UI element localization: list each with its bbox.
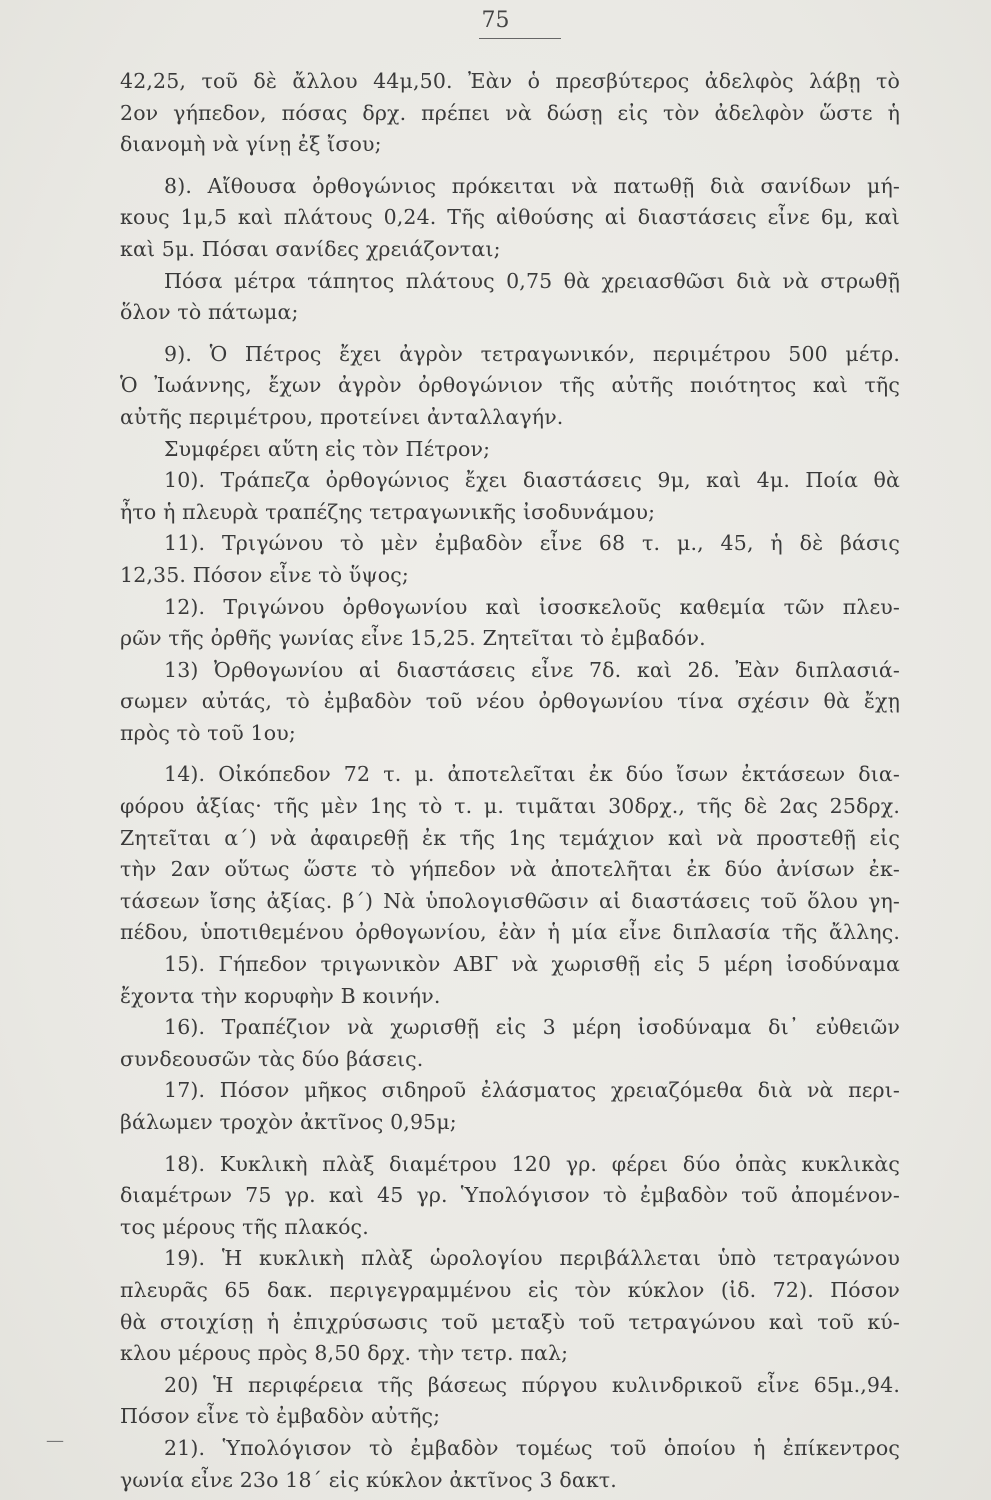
text-line: πέδου, ὑποτιθεμένου ὀρθογωνίου, ἐὰν ἡ μία εἶνε διπλασία τῆς ἄλλης. [120,920,900,945]
text-line: διανομὴ νὰ γίνῃ ἐξ ἴσου; [120,132,382,157]
text-line: Ζητεῖται α´) νὰ ἀφαιρεθῇ ἐκ τῆς 1ης τεμάχιον καὶ νὰ προστεθῇ εἰς [120,825,900,850]
text-line: Ὁ Ἰωάννης, ἔχων ἀγρὸν ὀρθογώνιον τῆς αὐτῆς ποιότητος καὶ τῆς [120,373,900,398]
text-line: γωνία εἶνε 23ο 18´ εἰς κύκλον ἀκτῖνος 3 δακτ. [120,1467,617,1492]
text-line: πλευρᾶς 65 δακ. περιγεγραμμένου εἰς τὸν κύκλον (ἰδ. 72). Πόσον [120,1277,900,1302]
text-line: συνδεουσῶν τὰς δύο βάσεις. [120,1046,424,1071]
text-line: 19). Ἡ κυκλικὴ πλὰξ ὡρολογίου περιβάλλεται ὑπὸ τετραγώνου [164,1246,900,1271]
text-line: 11). Τριγώνου τὸ μὲν ἐμβαδὸν εἶνε 68 τ. μ., 45, ἡ δὲ βάσις [164,531,900,556]
text-line: 12,35. Πόσον εἶνε τὸ ὕψος; [120,562,409,587]
text-line: 17). Πόσον μῆκος σιδηροῦ ἐλάσματος χρειαζόμεθα διὰ νὰ περι- [164,1078,900,1103]
text-line: κους 1μ,5 καὶ πλάτους 0,24. Τῆς αἰθούσης αἱ διαστάσεις εἶνε 6μ, καὶ [120,205,900,230]
text-line: 20) Ἡ περιφέρεια τῆς βάσεως πύργου κυλινδρικοῦ εἶνε 65μ.,94. [164,1372,900,1397]
text-line: ἦτο ἡ πλευρὰ τραπέζης τετραγωνικῆς ἰσοδυνάμου; [120,499,656,524]
text-line: φόρου ἀξίας· τῆς μὲν 1ης τὸ τ. μ. τιμᾶται 30δρχ., τῆς δὲ 2ας 25δρχ. [120,794,900,819]
margin-mark: — [46,1430,64,1451]
text-line: 8). Αἴθουσα ὀρθογώνιος πρόκειται νὰ πατωθῇ διὰ σανίδων μή- [164,173,900,198]
header-rule [479,38,561,39]
body-text [120,66,900,1496]
text-line: διαμέτρων 75 γρ. καὶ 45 γρ. Ὑπολόγισον τὸ ἐμβαδὸν τοῦ ἀπομένον- [120,1183,900,1208]
paragraph-gap [120,329,900,339]
text-line: ὅλον τὸ πάτωμα; [120,300,299,325]
text-line: 21). Ὑπολόγισον τὸ ἐμβαδὸν τομέως τοῦ ὁποίου ἡ ἐπίκεντρος [164,1435,900,1460]
paragraph-gap [120,749,900,759]
text-line: κλου μέρους πρὸς 8,50 δρχ. τὴν τετρ. παλ; [120,1341,569,1366]
text-line: Πόσα μέτρα τάπητος πλάτους 0,75 θὰ χρειασθῶσι διὰ νὰ στρωθῇ [164,268,900,293]
text-line: ἔχοντα τὴν κορυφὴν Β κοινήν. [120,983,441,1008]
text-line: βάλωμεν τροχὸν ἀκτῖνος 0,95μ; [120,1110,457,1134]
text-line: καὶ 5μ. Πόσαι σανίδες χρειάζονται; [120,236,501,261]
paragraph-gap [120,1139,900,1149]
text-line: 15). Γήπεδον τριγωνικὸν ΑΒΓ νὰ χωρισθῇ εἰς 5 μέρη ἰσοδύναμα [164,952,900,977]
text-line: 18). Κυκλικὴ πλὰξ διαμέτρου 120 γρ. φέρει δύο ὀπὰς κυκλικὰς [164,1151,900,1176]
text-line: 12). Τριγώνου ὀρθογωνίου καὶ ἰσοσκελοῦς καθεμία τῶν πλευ- [164,594,900,619]
text-line: Πόσον εἶνε τὸ ἐμβαδὸν αὐτῆς; [120,1404,441,1429]
text-line: τος μέρους τῆς πλακός. [120,1214,369,1239]
text-line: 10). Τράπεζα ὀρθογώνιος ἔχει διαστάσεις 9μ, καὶ 4μ. Ποία θὰ [164,468,900,493]
text-line: σωμεν αὐτάς, τὸ ἐμβαδὸν τοῦ νέου ὀρθογωνίου τίνα σχέσιν θὰ ἔχῃ [120,689,900,714]
paragraph-gap [120,161,900,171]
text-line: πρὸς τὸ τοῦ 1ου; [120,720,296,745]
text-line: θὰ στοιχίσῃ ἡ ἐπιχρύσωσις τοῦ μεταξὺ τοῦ τετραγώνου καὶ τοῦ κύ- [120,1309,900,1334]
text-line: 14). Οἰκόπεδον 72 τ. μ. ἀποτελεῖται ἐκ δύο ἴσων ἐκτάσεων δια- [164,762,900,787]
text-line: τὴν 2αν οὕτως ὥστε τὸ γήπεδον νὰ ἀποτελῆται ἐκ δύο ἀνίσων ἐκ- [120,857,900,882]
text-line: 2ον γήπεδον, πόσας δρχ. πρέπει νὰ δώσῃ εἰς τὸν ἀδελφὸν ὥστε ἡ [120,100,900,125]
text-line: ρῶν τῆς ὀρθῆς γωνίας εἶνε 15,25. Ζητεῖται τὸ ἐμβαδόν. [120,626,706,651]
text-line: 13) Ὀρθογωνίου αἱ διαστάσεις εἶνε 7δ. καὶ 2δ. Ἐὰν διπλασιά- [164,657,900,682]
text-line: 42,25, τοῦ δὲ ἄλλου 44μ,50. Ἐὰν ὁ πρεσβύτερος ἀδελφὸς λάβῃ τὸ [120,69,900,93]
text-line: 9). Ὁ Πέτρος ἔχει ἀγρὸν τετραγωνικόν, περιμέτρου 500 μέτρ. [164,341,900,366]
text-line: αὐτῆς περιμέτρου, προτείνει ἀνταλλαγήν. [120,404,564,429]
text-line: τάσεων ἴσης ἀξίας. β´) Νὰ ὑπολογισθῶσιν αἱ διαστάσεις τοῦ ὅλου γη- [120,888,900,913]
text-line: 16). Τραπέζιον νὰ χωρισθῇ εἰς 3 μέρη ἰσοδύναμα δι᾽ εὐθειῶν [164,1015,900,1040]
text-line: Συμφέρει αὕτη εἰς τὸν Πέτρον; [164,436,491,461]
page-number: 75 [481,8,510,33]
